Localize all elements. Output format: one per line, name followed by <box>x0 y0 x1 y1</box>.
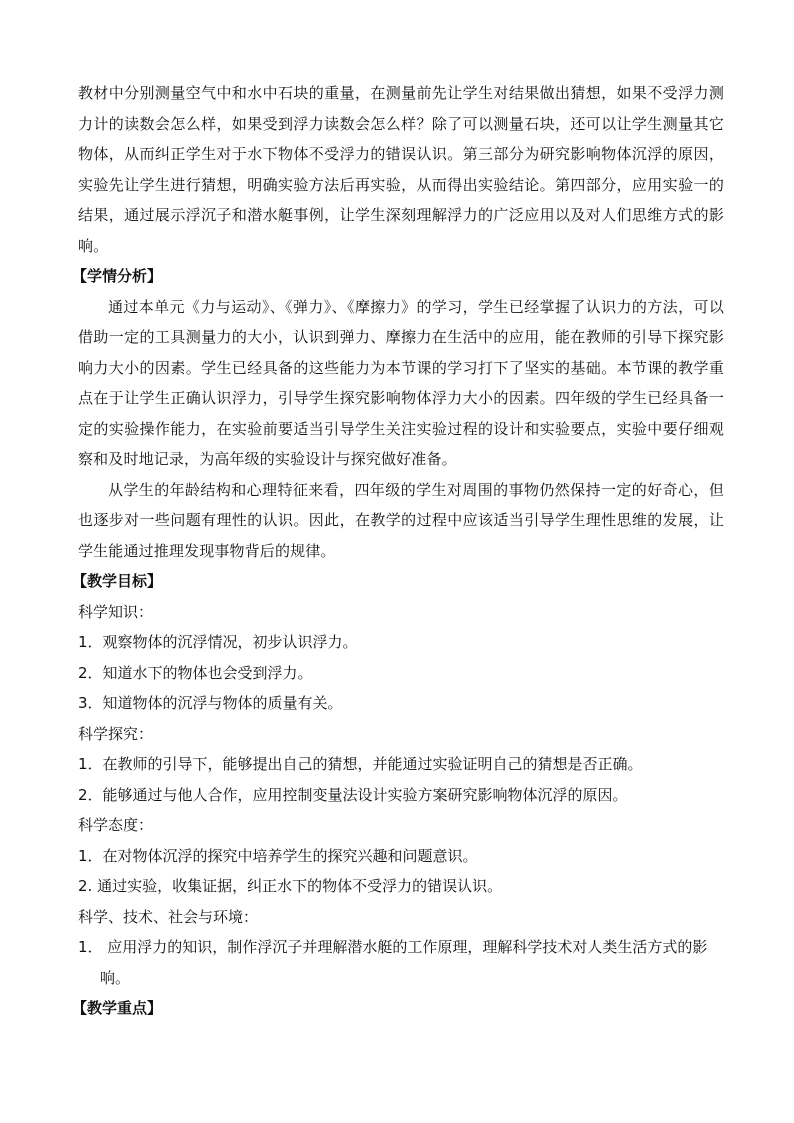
goals-inquiry-item: 2．能够通过与他人合作，应用控制变量法设计实验方案研究影响物体沉浮的原因。 <box>78 785 628 804</box>
goals-knowledge-item: 2．知道水下的物体也会受到浮力。 <box>78 663 313 682</box>
document-page <box>72 78 724 1024</box>
goals-sts-item: 1． 应用浮力的知识，制作浮沉子并理解潜水艇的工作原理，理解科学技术对人类生活方式的影响。 <box>78 938 708 987</box>
goals-inquiry-title: 科学探究： <box>78 724 154 743</box>
goals-inquiry-item: 1．在教师的引导下，能够提出自己的猜想，并能通过实验证明自己的猜想是否正确。 <box>78 755 643 773</box>
intro-paragraph: 教材中分别测量空气中和水中石块的重量，在测量前先让学生对结果做出猜想，如果不受浮力测力计的读数会怎么样，如果受到浮力读数会怎么样？除了可以测量石块，还可以让学生测量其它物体，从而纠正学生对于水下物体不受浮力的错误认识。第三部分为研究影响物体沉浮的原因，实验先让学生进行猜想，明确实验方法后再实验，从而得出实验结论。第四部分，应用实验一的结果，通过展示浮沉子和潜水艇事例，让学生深刻理解浮力的广泛应用以及对人们思维方式的影响。 <box>78 84 724 255</box>
analysis-paragraph-2: 从学生的年龄结构和心理特征来看，四年级的学生对周围的事物仍然保持一定的好奇心，但也逐步对一些问题有理性的认识。因此，在教学的过程中应该适当引导学生理性思维的发展，让学生能通过推理发现事物背后的规律。 <box>78 480 724 560</box>
goals-attitude-item: 1．在对物体沉浮的探究中培养学生的探究兴趣和问题意识。 <box>78 846 478 865</box>
heading-goals: 【教学目标】 <box>72 572 163 590</box>
goals-knowledge-item: 1．观察物体的沉浮情况，初步认识浮力。 <box>78 633 358 651</box>
goals-knowledge-item: 3．知道物体的沉浮与物体的质量有关。 <box>78 694 343 712</box>
analysis-paragraph-1: 通过本单元《力与运动》、《弹力》、《摩擦力》的学习，学生已经掌握了认识力的方法，可以借助一定的工具测量力的大小，认识到弹力、摩擦力在生活中的应用，能在教师的引导下探究影响力大小的因素。学生已经具备的这些能力为本节课的学习打下了坚实的基础。本节课的教学重点在于让学生正确认识浮力，引导学生探究影响物体浮力大小的因素。四年级的学生已经具备一定的实验操作能力，在实验前要适当引导学生关注实验过程的设计和实验要点，实验中要仔细观察和及时地记录，为高年级的实验设计与探究做好准备。 <box>78 297 724 468</box>
heading-focus: 【教学重点】 <box>72 999 163 1017</box>
heading-analysis: 【学情分析】 <box>72 267 163 285</box>
goals-attitude-item: 2. 通过实验，收集证据，纠正水下的物体不受浮力的错误认识。 <box>78 877 503 895</box>
goals-knowledge-title: 科学知识： <box>78 602 154 621</box>
goals-attitude-title: 科学态度： <box>78 816 154 834</box>
goals-sts-title: 科学、技术、社会与环境： <box>78 907 259 926</box>
